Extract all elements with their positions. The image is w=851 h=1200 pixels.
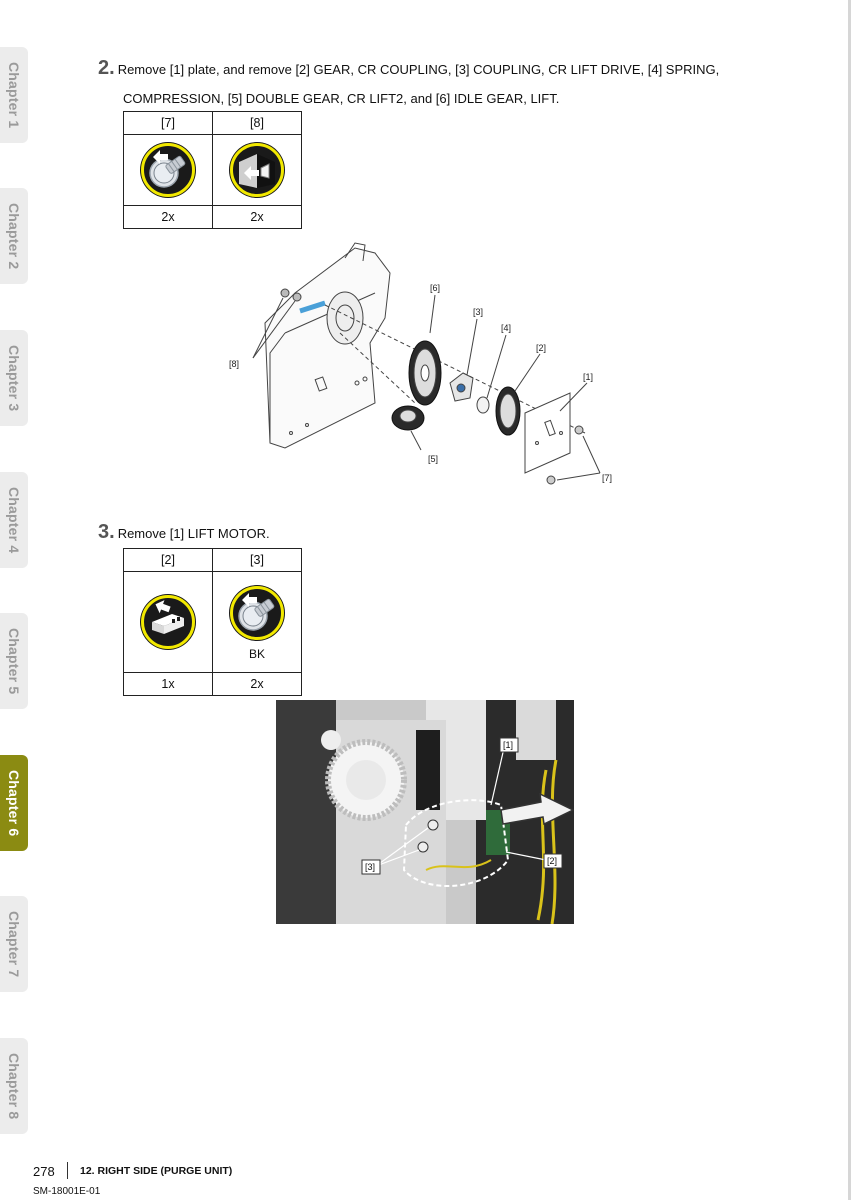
document-code: SM-18001E-01	[33, 1186, 101, 1197]
tool-header: [2]	[124, 549, 213, 572]
tab-chapter-7[interactable]	[0, 896, 28, 992]
callout-label: [3]	[365, 862, 376, 872]
tab-label: Chapter 4	[6, 486, 22, 554]
page-number: 278	[33, 1164, 55, 1179]
screw-icon	[227, 583, 287, 643]
callout-label: [5]	[428, 454, 439, 464]
tool-count: 1x	[124, 673, 213, 696]
screw-note: BK	[248, 647, 265, 661]
step-number: 3.	[98, 521, 115, 543]
tab-chapter-2[interactable]	[0, 188, 28, 284]
tool-count: 2x	[213, 206, 302, 229]
tab-chapter-3[interactable]	[0, 330, 28, 426]
tool-header: [7]	[124, 112, 213, 135]
tab-label: Chapter 1	[6, 61, 22, 129]
step-2-text	[98, 59, 719, 79]
tool-icon-cell	[213, 135, 302, 206]
callout-label: [6]	[430, 283, 441, 293]
tab-label: Chapter 3	[6, 344, 22, 412]
tab-chapter-8[interactable]	[0, 1038, 28, 1134]
callout-label: [2]	[547, 856, 558, 866]
callout-label: [8]	[229, 359, 240, 369]
connector-icon	[138, 592, 198, 652]
tool-header: [3]	[213, 549, 302, 572]
step-2-line-2: COMPRESSION, [5] DOUBLE GEAR, CR LIFT2, and [6] IDLE GEAR, LIFT.	[123, 91, 560, 106]
section-title: 12. RIGHT SIDE (PURGE UNIT)	[80, 1165, 233, 1177]
step-3-tool-table	[123, 548, 302, 696]
callout-label: [3]	[473, 307, 484, 317]
callout-label: [7]	[602, 473, 613, 483]
callout-label: [2]	[536, 343, 547, 353]
tab-label: Chapter 2	[6, 202, 22, 270]
tool-header: [8]	[213, 112, 302, 135]
lift-motor-photo	[276, 700, 574, 924]
tab-chapter-4[interactable]	[0, 472, 28, 568]
tool-count: 2x	[124, 206, 213, 229]
tab-label: Chapter 7	[6, 910, 22, 978]
tool-icon-cell	[213, 572, 302, 673]
lift-motor-illustration	[276, 700, 574, 924]
tool-icon-cell	[124, 572, 213, 673]
tab-chapter-5[interactable]	[0, 613, 28, 709]
exploded-gear-diagram	[225, 233, 625, 493]
tab-label: Chapter 6	[6, 769, 22, 837]
tool-count: 2x	[213, 673, 302, 696]
tab-chapter-6[interactable]	[0, 755, 28, 851]
footer-divider	[67, 1162, 68, 1179]
callout-label: [1]	[583, 372, 594, 382]
tool-icon-cell	[124, 135, 213, 206]
step-3-line-1: Remove [1] LIFT MOTOR.	[117, 526, 270, 541]
screw-icon	[138, 140, 198, 200]
step-2-tool-table	[123, 111, 302, 229]
tab-label: Chapter 5	[6, 627, 22, 695]
callout-label: [4]	[501, 323, 512, 333]
step-number: 2.	[98, 57, 115, 79]
step-3-text	[98, 523, 270, 543]
callout-label: [1]	[503, 740, 514, 750]
tab-chapter-1[interactable]	[0, 47, 28, 143]
claw-release-icon	[227, 140, 287, 200]
tab-label: Chapter 8	[6, 1052, 22, 1120]
step-2-line-1: Remove [1] plate, and remove [2] GEAR, CR COUPLING, [3] COUPLING, CR LIFT DRIVE, [4] SPRING,	[117, 62, 720, 77]
